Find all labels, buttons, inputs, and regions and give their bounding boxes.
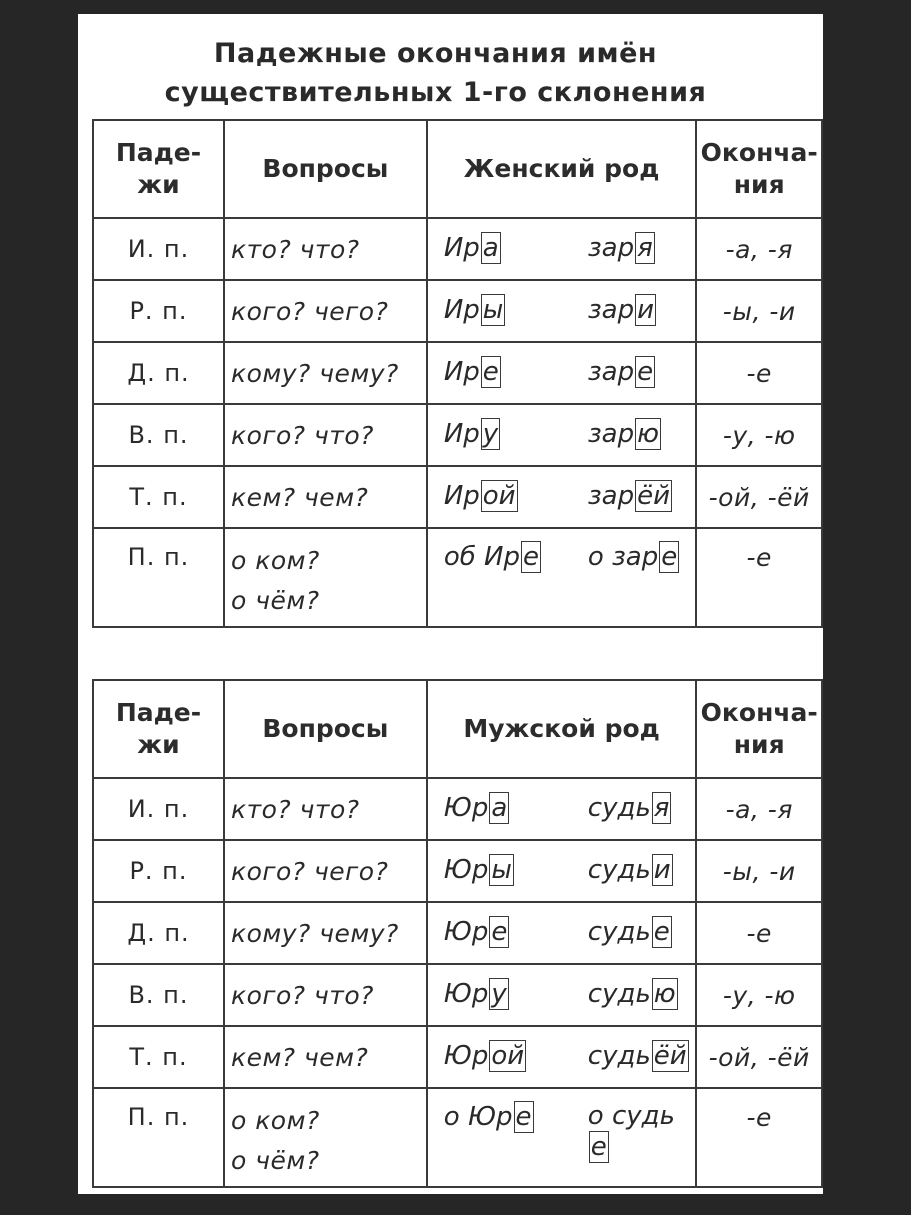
header-cases-label: Паде- жи (115, 698, 202, 759)
header-row (93, 680, 822, 778)
masculine-table (92, 679, 823, 1188)
page (78, 14, 823, 1194)
title-line-2: существительных 1-го склонения (164, 77, 707, 108)
word-1 (444, 294, 505, 326)
words-cell (427, 466, 697, 528)
word-1-stem: Ир (443, 295, 480, 325)
questions-cell (224, 1088, 427, 1187)
word-2 (588, 541, 679, 573)
words-cell (427, 1026, 697, 1088)
word-2-ending-box: е (653, 917, 670, 947)
endings-cell: -е (696, 342, 822, 404)
word-1-ending-box: а (482, 233, 499, 263)
case-cell: Р. п. (93, 280, 224, 342)
word-1 (444, 232, 501, 264)
word-2-stem: зар (587, 233, 635, 263)
questions-cell (224, 528, 427, 627)
table-row (93, 342, 822, 404)
case-cell: Т. п. (93, 1026, 224, 1088)
header-gender (427, 120, 697, 218)
word-1-ending-box: у (491, 979, 507, 1009)
word-2-ending-box: е (661, 542, 678, 572)
table-row (93, 280, 822, 342)
endings-cell: -ой, -ёй (696, 466, 822, 528)
table-row (93, 466, 822, 528)
header-questions (224, 680, 427, 778)
header-endings (696, 680, 822, 778)
question-line-1: кому? чему? (230, 918, 399, 948)
word-2-ending-box: е (637, 357, 654, 387)
word-2-stem: зар (587, 419, 635, 449)
words-cell (427, 902, 697, 964)
endings-cell: -е (696, 528, 822, 627)
case-cell: В. п. (93, 964, 224, 1026)
word-1 (444, 792, 510, 824)
word-1 (444, 356, 501, 388)
case-cell: И. п. (93, 778, 224, 840)
words-cell (427, 840, 697, 902)
word-2-stem: судь (587, 979, 651, 1009)
table-row (93, 218, 822, 280)
questions-cell (224, 778, 427, 840)
questions-cell (224, 466, 427, 528)
word-1-ending-box: е (522, 542, 539, 572)
question-line-1: кем? чем? (230, 1042, 369, 1072)
header-cases (93, 120, 224, 218)
table-row (93, 902, 822, 964)
header-gender-label: Женский род (463, 154, 660, 183)
word-1 (444, 418, 500, 450)
words-cell (427, 528, 697, 627)
question-line-1: кого? что? (230, 420, 374, 450)
table-row (93, 778, 822, 840)
word-2-ending-box: ёй (653, 1041, 687, 1071)
word-2-stem: зар (587, 295, 635, 325)
header-endings (696, 120, 822, 218)
word-1-stem: об Ир (443, 542, 520, 572)
header-questions (224, 120, 427, 218)
word-1-ending-box: у (482, 419, 499, 449)
word-1 (444, 1101, 534, 1133)
question-line-1: о ком? (230, 1106, 320, 1135)
word-1-ending-box: а (491, 793, 508, 823)
endings-cell: -а, -я (696, 218, 822, 280)
case-cell: Д. п. (93, 342, 224, 404)
words-cell (427, 1088, 697, 1187)
word-1-stem: Юр (443, 855, 489, 885)
title-line-1: Падежные окончания имён (213, 38, 658, 69)
case-cell: П. п. (93, 1088, 224, 1187)
word-2-stem: о зар (587, 542, 659, 572)
word-1-stem: Юр (443, 917, 489, 947)
table-row (93, 1026, 822, 1088)
word-2 (588, 916, 672, 948)
word-2-stem: о судь (587, 1101, 675, 1131)
header-endings-label: Оконча- ния (700, 138, 818, 199)
words-cell (427, 964, 697, 1026)
case-cell: И. п. (93, 218, 224, 280)
table-row (93, 964, 822, 1026)
word-1-ending-box: ы (482, 295, 504, 325)
page-title (78, 34, 793, 112)
header-cases-label: Паде- жи (115, 138, 202, 199)
endings-cell: -е (696, 1088, 822, 1187)
questions-cell (224, 404, 427, 466)
words-cell (427, 342, 697, 404)
endings-cell: -а, -я (696, 778, 822, 840)
word-2-stem: зар (587, 481, 635, 511)
word-1 (444, 1040, 526, 1072)
word-2 (588, 480, 672, 512)
questions-cell (224, 342, 427, 404)
word-2-stem: судь (587, 1041, 651, 1071)
word-1 (444, 480, 518, 512)
question-line-2: о чём? (230, 1146, 320, 1175)
word-1-stem: Ир (443, 233, 480, 263)
word-1-stem: Ир (443, 357, 480, 387)
word-2-stem: судь (587, 855, 651, 885)
word-1-stem: Ир (443, 481, 480, 511)
words-cell (427, 778, 697, 840)
table-row (93, 1088, 822, 1187)
word-2-ending-box: и (653, 855, 671, 885)
header-gender (427, 680, 697, 778)
question-line-1: кого? что? (230, 980, 374, 1010)
word-2 (588, 792, 672, 824)
header-endings-label: Оконча- ния (700, 698, 818, 759)
word-2-stem: судь (587, 793, 651, 823)
table-row (93, 528, 822, 627)
word-1-stem: о Юр (443, 1102, 513, 1132)
word-1 (444, 978, 509, 1010)
word-1-ending-box: ы (491, 855, 512, 885)
word-1 (444, 854, 514, 886)
word-2 (588, 418, 661, 450)
word-1-ending-box: е (491, 917, 508, 947)
endings-cell: -у, -ю (696, 964, 822, 1026)
word-1-stem: Юр (443, 979, 489, 1009)
word-2 (588, 356, 655, 388)
words-cell (427, 218, 697, 280)
question-line-1: кому? чему? (230, 358, 399, 388)
questions-cell (224, 964, 427, 1026)
word-2-ending-box: е (590, 1132, 607, 1162)
question-line-2: о чём? (230, 586, 320, 615)
word-1-stem: Ир (443, 419, 480, 449)
word-2-ending-box: ю (653, 979, 676, 1009)
word-1 (444, 541, 541, 573)
word-1-ending-box: ой (482, 481, 516, 511)
word-2 (588, 1040, 689, 1072)
word-2-ending-box: ёй (637, 481, 670, 511)
words-cell (427, 280, 697, 342)
question-line-1: кто? что? (230, 234, 360, 264)
endings-cell: -ой, -ёй (696, 1026, 822, 1088)
header-row (93, 120, 822, 218)
word-2-ending-box: я (653, 793, 670, 823)
question-line-1: кем? чем? (230, 482, 369, 512)
words-cell (427, 404, 697, 466)
header-gender-label: Мужской род (463, 714, 660, 743)
word-2 (588, 1101, 696, 1163)
word-1-ending-box: е (482, 357, 499, 387)
questions-cell (224, 280, 427, 342)
header-cases (93, 680, 224, 778)
endings-cell: -ы, -и (696, 280, 822, 342)
endings-cell: -у, -ю (696, 404, 822, 466)
case-cell: Р. п. (93, 840, 224, 902)
header-questions-label: Вопросы (262, 154, 389, 183)
word-2 (588, 294, 656, 326)
questions-cell (224, 840, 427, 902)
word-2-stem: зар (587, 357, 635, 387)
feminine-table (92, 119, 823, 628)
word-2 (588, 978, 678, 1010)
word-1-stem: Юр (443, 793, 489, 823)
question-line-1: о ком? (230, 546, 320, 575)
endings-cell: -ы, -и (696, 840, 822, 902)
case-cell: В. п. (93, 404, 224, 466)
questions-cell (224, 1026, 427, 1088)
word-2-ending-box: я (637, 233, 653, 263)
table-row (93, 840, 822, 902)
question-line-1: кто? что? (230, 794, 360, 824)
endings-cell: -е (696, 902, 822, 964)
word-1-stem: Юр (443, 1041, 489, 1071)
word-2 (588, 232, 655, 264)
case-cell: Т. п. (93, 466, 224, 528)
word-1-ending-box: е (515, 1102, 532, 1132)
case-cell: Д. п. (93, 902, 224, 964)
question-line-1: кого? чего? (230, 856, 389, 886)
word-2 (588, 854, 673, 886)
word-2-stem: судь (587, 917, 651, 947)
word-2-ending-box: и (637, 295, 654, 325)
word-2-ending-box: ю (637, 419, 659, 449)
header-questions-label: Вопросы (262, 714, 389, 743)
word-1 (444, 916, 510, 948)
case-cell: П. п. (93, 528, 224, 627)
word-1-ending-box: ой (491, 1041, 525, 1071)
question-line-1: кого? чего? (230, 296, 389, 326)
questions-cell (224, 218, 427, 280)
table-row (93, 404, 822, 466)
questions-cell (224, 902, 427, 964)
